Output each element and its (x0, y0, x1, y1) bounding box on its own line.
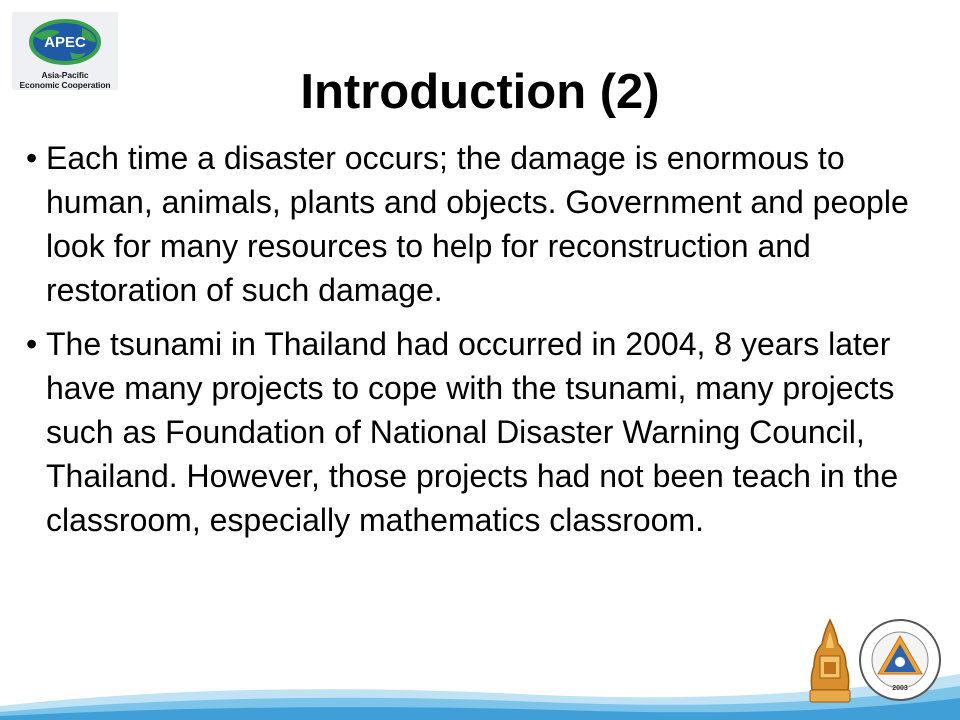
seal-year-text: 2003 (892, 685, 908, 692)
bullet-dot-icon: • (26, 326, 38, 362)
thai-emblem-icon (806, 618, 854, 708)
bullet-item (28, 322, 948, 542)
logo-line-2: Economic Cooperation (19, 80, 111, 90)
apec-badge-text: APEC (44, 34, 86, 51)
bullet-item (28, 136, 948, 312)
bullet-dot-icon: • (26, 140, 38, 176)
bullet-text: The tsunami in Thailand had occurred in 2004, 8 years later have many projects to cope with the tsunami, many projects such as Foundation of National Disaster Warning Council, Thailand. However, those projects had not been teach in the classroom, especially mathematics classroom. (46, 326, 899, 538)
logo-line-1: Asia-Pacific (41, 70, 89, 80)
bullet-text: Each time a disaster occurs; the damage is enormous to human, animals, plants and objects. Government and people look for many resources to help for reconstruction and restoration of such damage. (46, 140, 909, 308)
bullet-list (28, 136, 948, 552)
council-seal-icon (858, 618, 942, 702)
slide-title: Introduction (2) (300, 65, 660, 119)
apec-globe-icon (12, 12, 118, 72)
